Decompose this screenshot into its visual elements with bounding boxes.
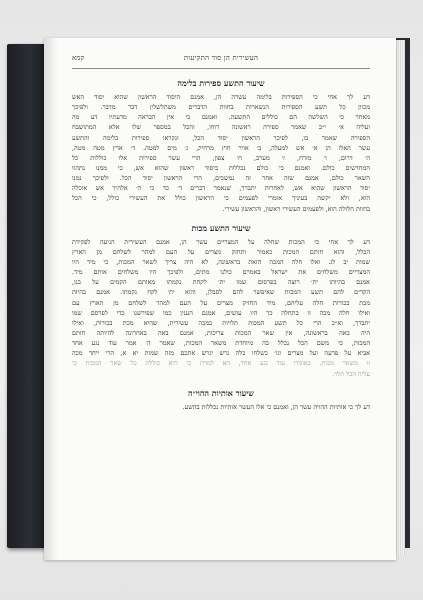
text-line: השאר כולם, אמנם שזה אחר זה נמשכים, הרי הראשון יסוד הכל. ולפיכך נמנו <box>72 174 370 183</box>
text-line: הספירה שאמר בו, לפיכך הראשון יסוד הכל, ונקראו ספירות בלימה והתשע <box>72 133 370 142</box>
text-line: יסוד הראשון שהוא אש, לאחרות יתברך, שנאמר דברים ד׳ כד כי ה׳ אלהיך אש אוכלה <box>72 184 370 193</box>
book-page <box>44 38 396 560</box>
text-line: מכת בכורות חלה עליהם, מיד החזיק מצרים על העם למהר לשלחם מן הארץ עם <box>72 298 370 307</box>
text-line: ואילו חלה מכה זו בתחלה כך היו עושים, אמנם הענין כמו שפירשנו כדי לפרסם שמו <box>72 308 370 317</box>
section-heading: שיעור התשע מכות <box>191 222 251 233</box>
text-line: אביא על פרעה ועל מצרים וגו׳ כשלחו כלה גרש יגרש אתכם מזה שמות יא א, הרי ייחד מכה <box>72 349 370 358</box>
text-line: הוא, ולא יקשה בעיניך אומרי לפעמים כי הראשון כולל את העשירי כולל, כי הכל <box>72 194 370 203</box>
text-line: המכות, כי משם הכל נכלל בה מיוחדת משאר המכות, שאמר ה׳ אמר עוד נגע אחד <box>72 339 370 348</box>
text-line: היה באה בראשונה, אין שאר המכות צריכות, אמנם באה באחרונה להיותה חותם <box>72 328 370 337</box>
text-line: זו משאר מכות, כאומרו עוד נגע אחד, הא למדת כי היא כוללת כל שאר המכות כי <box>72 359 370 368</box>
page-body <box>72 74 370 542</box>
page-shadow <box>44 38 58 560</box>
section-heading: שיעור התשע ספירות בלימה <box>177 78 265 88</box>
text-line: הכלל, והוא חותם המכות כאמור ותחזק מצרים על העם למהר לשלחם מן הארץ <box>72 247 370 256</box>
text-line: מכוון כל תשע הספירות הנשארות בחוות הדברים משתלשלין דבר מדבר. ולפיכך <box>72 103 370 112</box>
book-spine <box>7 44 49 548</box>
running-header <box>72 54 370 66</box>
running-title: העשירית הן סוד התקיעות <box>183 54 259 62</box>
section-heading: שיעור אותיות ההוי״ה <box>188 387 254 398</box>
text-line: ה׳ דרום, ו׳ מזרח, ז׳ מערב, ח׳ צפון, הרי עשר ספירות אלו כוללות כל <box>72 153 370 162</box>
header-divider <box>72 68 370 69</box>
text-line: דע לך כי אותיות ההויה עשר הן, ואמנם כי אלו העשר אותיות נכללות בהשע. <box>182 402 370 411</box>
text-line: דע לך אחי כי המכות שחלה על המצריים עשר הן, אמנם העשירית הגיעה לפקידת <box>72 237 370 246</box>
text-line: מאחר כי השלשה הם כוללים התשעה. ואמנם כי אין הבראה מדעתיו דע מה <box>72 113 370 122</box>
text-line: בחוות חלולה הוא, ולפעמים העשירי ראשון, והראשון עשירי. <box>222 204 370 213</box>
page-number: קמא <box>72 54 85 62</box>
text-line: עליה הכל תלוי. <box>331 369 370 378</box>
text-line: ועליה א׳ י״ב שאמר ספירה ראשונה רוחו, והכל במספר שלו אלא המתושבח <box>72 123 370 132</box>
text-line: יתברך, וא״כ הרי כל תשע המכות תלויות במכה עשירית, שהיא מכת בכורות, ואילו <box>72 318 370 327</box>
text-line: עשר האלו הן א׳ אש למעלה, ב׳ אויר חוץ מרחיק, ג׳ מים למטה. ד׳ ארץ מטה מטה, <box>72 143 370 152</box>
text-line: אמנם בהיותו ית׳ רוצה בפרסום שמו ית׳ לקחת נקמתו מאותם הקמים על בנו, <box>72 278 370 287</box>
text-line: דע לך אחי כי הספירות בלימה עשרה הן, אמנם היסוד הראשון שהוא יסוד האש <box>72 93 370 101</box>
text-line: הקדים להם תשע המכות שאיפשר להם לסבלן, והוא ית׳ לקח נקמתו. אמנם בהיות <box>72 288 370 297</box>
text-line: המחדשים כולם. ואמנם כי כולם נכללות ביסוד ראשון שהוא אש, כי ממנו נתהוו <box>72 163 370 172</box>
text-line: שמות יב לג. ואלו חלה המכה הזאת בראשונה, לא היה צריך לשאר המכות, כי מיד היו <box>72 257 370 266</box>
text-line: המצריים משלחים את ישראל באמרם כולנו מתים, ולפיכך היו משלחים אותם מיד. <box>72 268 370 277</box>
